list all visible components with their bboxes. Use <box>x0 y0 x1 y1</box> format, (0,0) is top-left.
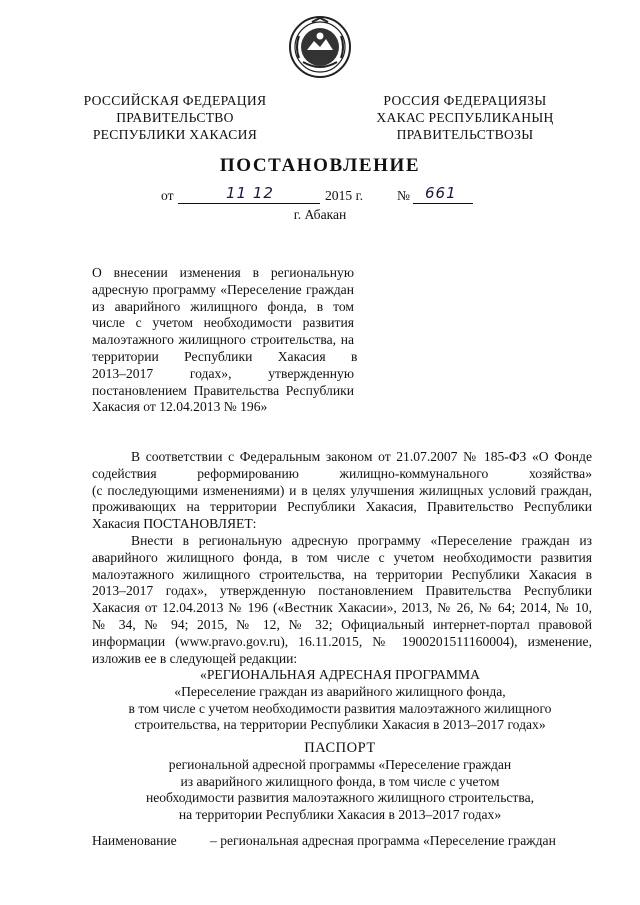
city: г. Абакан <box>293 207 347 222</box>
handwritten-number: 661 <box>425 184 457 202</box>
date-prefix: от <box>161 188 174 203</box>
subject-line: О внесении изменения в региональную <box>92 265 354 280</box>
header-right-line: РОССИЯ ФЕДЕРАЦИЯЗЫ <box>383 93 547 108</box>
passport-line: региональной адресной программы «Переселение граждан <box>168 756 512 772</box>
subject-line: 2013–2017 годах», утвержденную <box>92 365 354 381</box>
header-left-line: РОССИЙСКАЯ ФЕДЕРАЦИЯ <box>83 93 267 108</box>
header-right-line: ХАКАС РЕСПУБЛИКАНЫҢ <box>376 110 554 125</box>
item-line: Хакасия от 12.04.2013 № 196 («Вестник Хакасии», 2013, № 26, № 64; 2014, № 10, <box>92 600 592 616</box>
preamble-line: В соответствии с Федеральным законом от 21.07.2007 № 185-ФЗ «О Фонде <box>131 449 592 464</box>
item-line: изложив ее в следующей редакции: <box>92 650 298 666</box>
resolution-item <box>92 533 592 667</box>
passport-line: на территории Республики Хакасия в 2013–2017 годах» <box>178 807 502 823</box>
table-row-label: Наименование <box>92 833 177 848</box>
header-left <box>60 92 290 143</box>
date-underline <box>178 203 320 204</box>
subject-line: постановлением Правительства Республики <box>92 382 354 398</box>
table-row-value: – региональная адресная программа «Переселение граждан <box>210 833 556 848</box>
preamble-line: содействия реформированию жилищно-коммунального хозяйства» <box>92 465 592 481</box>
passport-block <box>70 740 610 824</box>
header-right <box>350 92 580 143</box>
header-right-line: ПРАВИТЕЛЬСТВОЗЫ <box>396 127 534 142</box>
passport-title: ПАСПОРТ <box>304 740 376 756</box>
header-left-line: РЕСПУБЛИКИ ХАКАСИЯ <box>92 127 258 142</box>
subject-line: числе с учетом необходимости развития <box>92 315 354 331</box>
program-title-line: «Переселение граждан из аварийного жилищного фонда, <box>174 683 506 699</box>
item-line: малоэтажного жилищного строительства, на территории Республики Хакасия в <box>92 566 592 582</box>
document-type-title: ПОСТАНОВЛЕНИЕ <box>219 155 421 176</box>
preamble-line: проживающих на территории Республики Хакасия, Правительство Республики <box>92 499 592 515</box>
preamble-line: (с последующими изменениями) и в целях улучшения жилищных условий граждан, <box>92 482 592 498</box>
subject-line: из аварийного жилищного фонда, в том <box>92 298 354 314</box>
subject-line: малоэтажного жилищного строительства, на <box>92 332 354 348</box>
subject-block <box>92 265 358 416</box>
subject-line: Хакасия от 12.04.2013 № 196» <box>92 399 268 415</box>
handwritten-date: 11 12 <box>226 184 274 202</box>
program-title-line: в том числе с учетом необходимости развития малоэтажного жилищного <box>128 700 552 716</box>
subject-line: территории Республики Хакасия в <box>92 348 358 364</box>
preamble <box>92 449 592 533</box>
number-underline <box>413 203 473 204</box>
header-left-line: ПРАВИТЕЛЬСТВО <box>116 110 234 125</box>
number-sign: № <box>397 188 410 203</box>
program-title <box>70 667 610 734</box>
program-title-line: строительства, на территории Республики Хакасия в 2013–2017 годах» <box>134 717 546 733</box>
passport-line: необходимости развития малоэтажного жилищного строительства, <box>145 790 535 806</box>
program-title-line: «РЕГИОНАЛЬНАЯ АДРЕСНАЯ ПРОГРАММА <box>200 667 480 682</box>
preamble-line: Хакасия ПОСТАНОВЛЯЕТ: <box>92 516 257 532</box>
coat-of-arms-icon <box>287 14 353 80</box>
item-line: Внести в региональную адресную программу «Переселение граждан из <box>131 533 592 548</box>
item-line: № 34, № 94; 2015, № 12, № 32; Официальный интернет-портал правовой <box>92 616 592 632</box>
item-line: аварийного жилищного фонда, в том числе с учетом необходимости развития <box>92 549 592 565</box>
date-year: 2015 г. <box>325 188 364 203</box>
subject-line: адресную программу «Переселение граждан <box>92 281 354 297</box>
item-line: информации (www.pravo.gov.ru), 16.11.2015, № 1900201511160004), изменение, <box>92 633 592 649</box>
passport-line: из аварийного жилищного фонда, в том числе с учетом <box>180 773 500 789</box>
item-line: 2013–2017 годах», утвержденную постановлением Правительства Республики <box>92 583 592 599</box>
